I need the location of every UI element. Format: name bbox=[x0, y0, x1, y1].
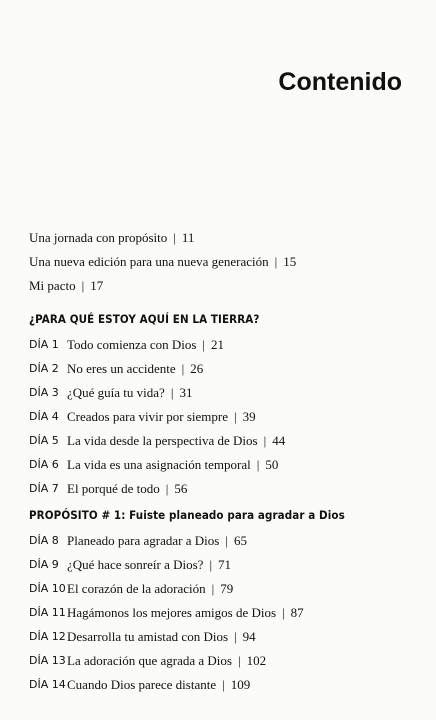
entry-title: Hagámonos los mejores amigos de Dios bbox=[67, 605, 277, 620]
page-number: 39 bbox=[242, 409, 256, 424]
section-heading: ¿PARA QUÉ ESTOY AQUÍ EN LA TIERRA? bbox=[29, 312, 260, 326]
entry-title: Desarrolla tu amistad con Dios bbox=[67, 629, 229, 644]
toc-entry bbox=[29, 250, 419, 274]
day-label: DÍA 10 bbox=[29, 582, 66, 595]
page-number: 44 bbox=[272, 433, 286, 448]
day-label: DÍA 5 bbox=[29, 434, 59, 447]
page-number: 79 bbox=[220, 581, 234, 596]
separator: | bbox=[282, 605, 285, 620]
separator: | bbox=[263, 433, 267, 448]
toc-entry bbox=[29, 381, 424, 405]
separator: | bbox=[165, 481, 169, 496]
day-label: DÍA 7 bbox=[29, 482, 59, 495]
toc-entry bbox=[29, 477, 424, 501]
day-label: DÍA 6 bbox=[29, 458, 59, 471]
page-number: 94 bbox=[242, 629, 256, 644]
toc-entry bbox=[29, 673, 424, 697]
section-purpose-one bbox=[29, 507, 424, 697]
day-label: DÍA 14 bbox=[29, 678, 66, 691]
day-label: DÍA 4 bbox=[29, 410, 59, 423]
page-number: 71 bbox=[218, 557, 232, 572]
toc-entry bbox=[29, 453, 424, 477]
page-number: 109 bbox=[230, 677, 251, 692]
toc-entry bbox=[29, 649, 424, 673]
day-label: DÍA 2 bbox=[29, 362, 59, 375]
toc-entry bbox=[29, 529, 424, 553]
toc-entry bbox=[29, 405, 424, 429]
toc-entry bbox=[29, 357, 424, 381]
separator: | bbox=[181, 361, 185, 376]
entry-title: Planeado para agradar a Dios bbox=[67, 533, 220, 548]
page-number: 17 bbox=[90, 278, 104, 293]
page-title: Contenido bbox=[278, 68, 402, 96]
toc-entry bbox=[29, 429, 424, 453]
entry-title: Creados para vivir por siempre bbox=[67, 409, 229, 424]
separator: | bbox=[234, 629, 237, 644]
entry-title: La adoración que agrada a Dios bbox=[67, 653, 232, 668]
day-label: DÍA 11 bbox=[29, 606, 66, 619]
day-label: DÍA 8 bbox=[29, 534, 59, 547]
separator: | bbox=[234, 409, 237, 424]
toc-entry bbox=[29, 274, 419, 298]
section-why-am-i-here bbox=[29, 311, 424, 501]
separator: | bbox=[202, 337, 206, 352]
separator: | bbox=[173, 230, 176, 245]
day-label: DÍA 13 bbox=[29, 654, 66, 667]
separator: | bbox=[209, 557, 213, 572]
separator: | bbox=[225, 533, 228, 548]
toc-entry bbox=[29, 577, 424, 601]
separator: | bbox=[274, 254, 278, 269]
page-number: 50 bbox=[265, 457, 279, 472]
separator: | bbox=[211, 581, 215, 596]
entry-title: Una jornada con propósito bbox=[29, 230, 168, 245]
entry-title: Cuando Dios parece distante bbox=[67, 677, 217, 692]
entry-title: Mi pacto bbox=[29, 278, 76, 293]
entry-title: ¿Qué guía tu vida? bbox=[67, 385, 165, 400]
entry-title: ¿Qué hace sonreír a Dios? bbox=[67, 557, 204, 572]
page-number: 11 bbox=[181, 230, 195, 245]
section-heading: PROPÓSITO # 1: Fuiste planeado para agradar a Dios bbox=[29, 508, 345, 522]
separator: | bbox=[81, 278, 85, 293]
entry-title: No eres un accidente bbox=[67, 361, 176, 376]
page-number: 56 bbox=[174, 481, 188, 496]
page-number: 31 bbox=[179, 385, 193, 400]
page-number: 21 bbox=[211, 337, 225, 352]
day-label: DÍA 9 bbox=[29, 558, 59, 571]
page-number: 15 bbox=[283, 254, 297, 269]
entry-title: El corazón de la adoración bbox=[67, 581, 206, 596]
entry-title: La vida es una asignación temporal bbox=[67, 457, 251, 472]
page-number: 65 bbox=[233, 533, 247, 548]
day-label: DÍA 1 bbox=[29, 338, 59, 351]
toc-entry bbox=[29, 553, 424, 577]
page-number: 26 bbox=[190, 361, 204, 376]
separator: | bbox=[222, 677, 225, 692]
front-matter-list bbox=[29, 226, 419, 298]
separator: | bbox=[237, 653, 241, 668]
entry-title: La vida desde la perspectiva de Dios bbox=[67, 433, 258, 448]
separator: | bbox=[256, 457, 260, 472]
toc-entry bbox=[29, 625, 424, 649]
toc-entry bbox=[29, 226, 419, 250]
entry-title: Una nueva edición para una nueva generación bbox=[29, 254, 269, 269]
entry-title: El porqué de todo bbox=[67, 481, 160, 496]
separator: | bbox=[170, 385, 174, 400]
day-label: DÍA 3 bbox=[29, 386, 59, 399]
toc-entry bbox=[29, 601, 424, 625]
page-number: 87 bbox=[290, 605, 304, 620]
entry-title: Todo comienza con Dios bbox=[67, 337, 197, 352]
toc-entry bbox=[29, 333, 424, 357]
day-label: DÍA 12 bbox=[29, 630, 66, 643]
page-number: 102 bbox=[246, 653, 267, 668]
